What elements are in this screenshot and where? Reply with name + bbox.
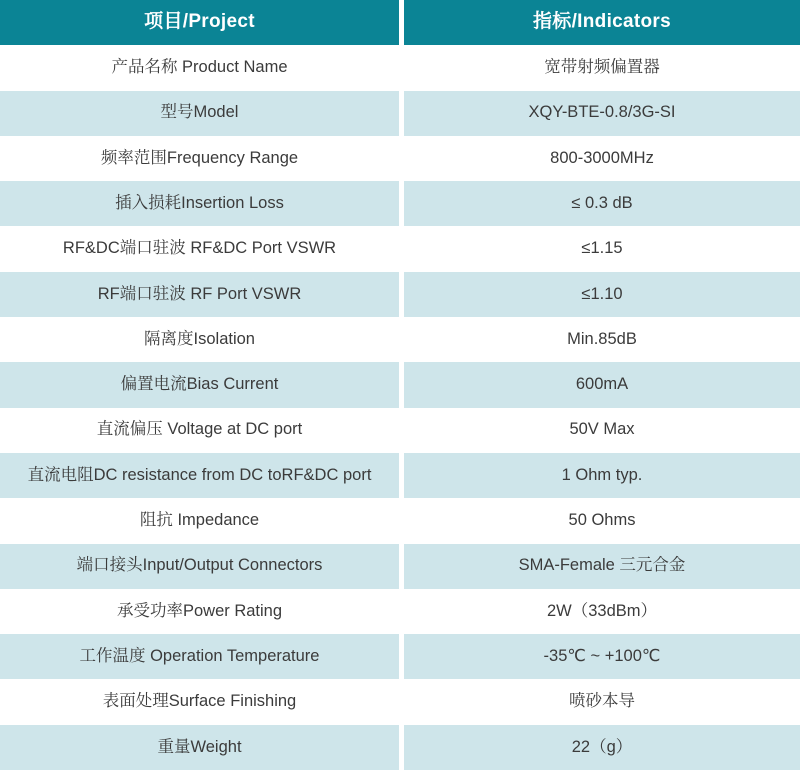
- table-row: [0, 362, 800, 407]
- header-cell-indicators: 指标/Indicators: [404, 0, 800, 45]
- indicator-cell: 50 Ohms: [404, 498, 800, 543]
- indicator-cell: 喷砂本导: [404, 679, 800, 724]
- table-row: [0, 408, 800, 453]
- indicator-cell: 22（g）: [404, 725, 800, 770]
- project-cell: 表面处理Surface Finishing: [0, 679, 399, 724]
- project-cell: RF端口驻波 RF Port VSWR: [0, 272, 399, 317]
- project-cell: 阻抗 Impedance: [0, 498, 399, 543]
- project-cell: 直流偏压 Voltage at DC port: [0, 408, 399, 453]
- table-row: [0, 317, 800, 362]
- table-row: [0, 272, 800, 317]
- project-cell: RF&DC端口驻波 RF&DC Port VSWR: [0, 226, 399, 271]
- indicator-cell: 600mA: [404, 362, 800, 407]
- table-row: [0, 725, 800, 770]
- indicator-cell: 50V Max: [404, 408, 800, 453]
- indicator-cell: 宽带射频偏置器: [404, 45, 800, 90]
- indicator-cell: ≤ 0.3 dB: [404, 181, 800, 226]
- project-cell: 插入损耗Insertion Loss: [0, 181, 399, 226]
- indicator-cell: -35℃ ~ +100℃: [404, 634, 800, 679]
- header-cell-project: 项目/Project: [0, 0, 399, 45]
- table-row: [0, 498, 800, 543]
- table-row: [0, 544, 800, 589]
- project-cell: 端口接头Input/Output Connectors: [0, 544, 399, 589]
- table-row: [0, 45, 800, 90]
- project-cell: 工作温度 Operation Temperature: [0, 634, 399, 679]
- indicator-cell: ≤1.10: [404, 272, 800, 317]
- project-cell: 型号Model: [0, 91, 399, 136]
- project-cell: 直流电阻DC resistance from DC toRF&DC port: [0, 453, 399, 498]
- table-row: [0, 679, 800, 724]
- project-cell: 隔离度Isolation: [0, 317, 399, 362]
- table-row: [0, 181, 800, 226]
- indicator-cell: 1 Ohm typ.: [404, 453, 800, 498]
- table-row: [0, 634, 800, 679]
- indicator-cell: SMA-Female 三元合金: [404, 544, 800, 589]
- indicator-cell: Min.85dB: [404, 317, 800, 362]
- table-row: [0, 453, 800, 498]
- table-row: [0, 589, 800, 634]
- project-cell: 承受功率Power Rating: [0, 589, 399, 634]
- indicator-cell: ≤1.15: [404, 226, 800, 271]
- table-row: [0, 226, 800, 271]
- indicator-cell: 800-3000MHz: [404, 136, 800, 181]
- table-header-row: [0, 0, 800, 45]
- indicator-cell: XQY-BTE-0.8/3G-SI: [404, 91, 800, 136]
- table-row: [0, 136, 800, 181]
- table-row: [0, 91, 800, 136]
- indicator-cell: 2W（33dBm）: [404, 589, 800, 634]
- project-cell: 产品名称 Product Name: [0, 45, 399, 90]
- project-cell: 频率范围Frequency Range: [0, 136, 399, 181]
- project-cell: 重量Weight: [0, 725, 399, 770]
- project-cell: 偏置电流Bias Current: [0, 362, 399, 407]
